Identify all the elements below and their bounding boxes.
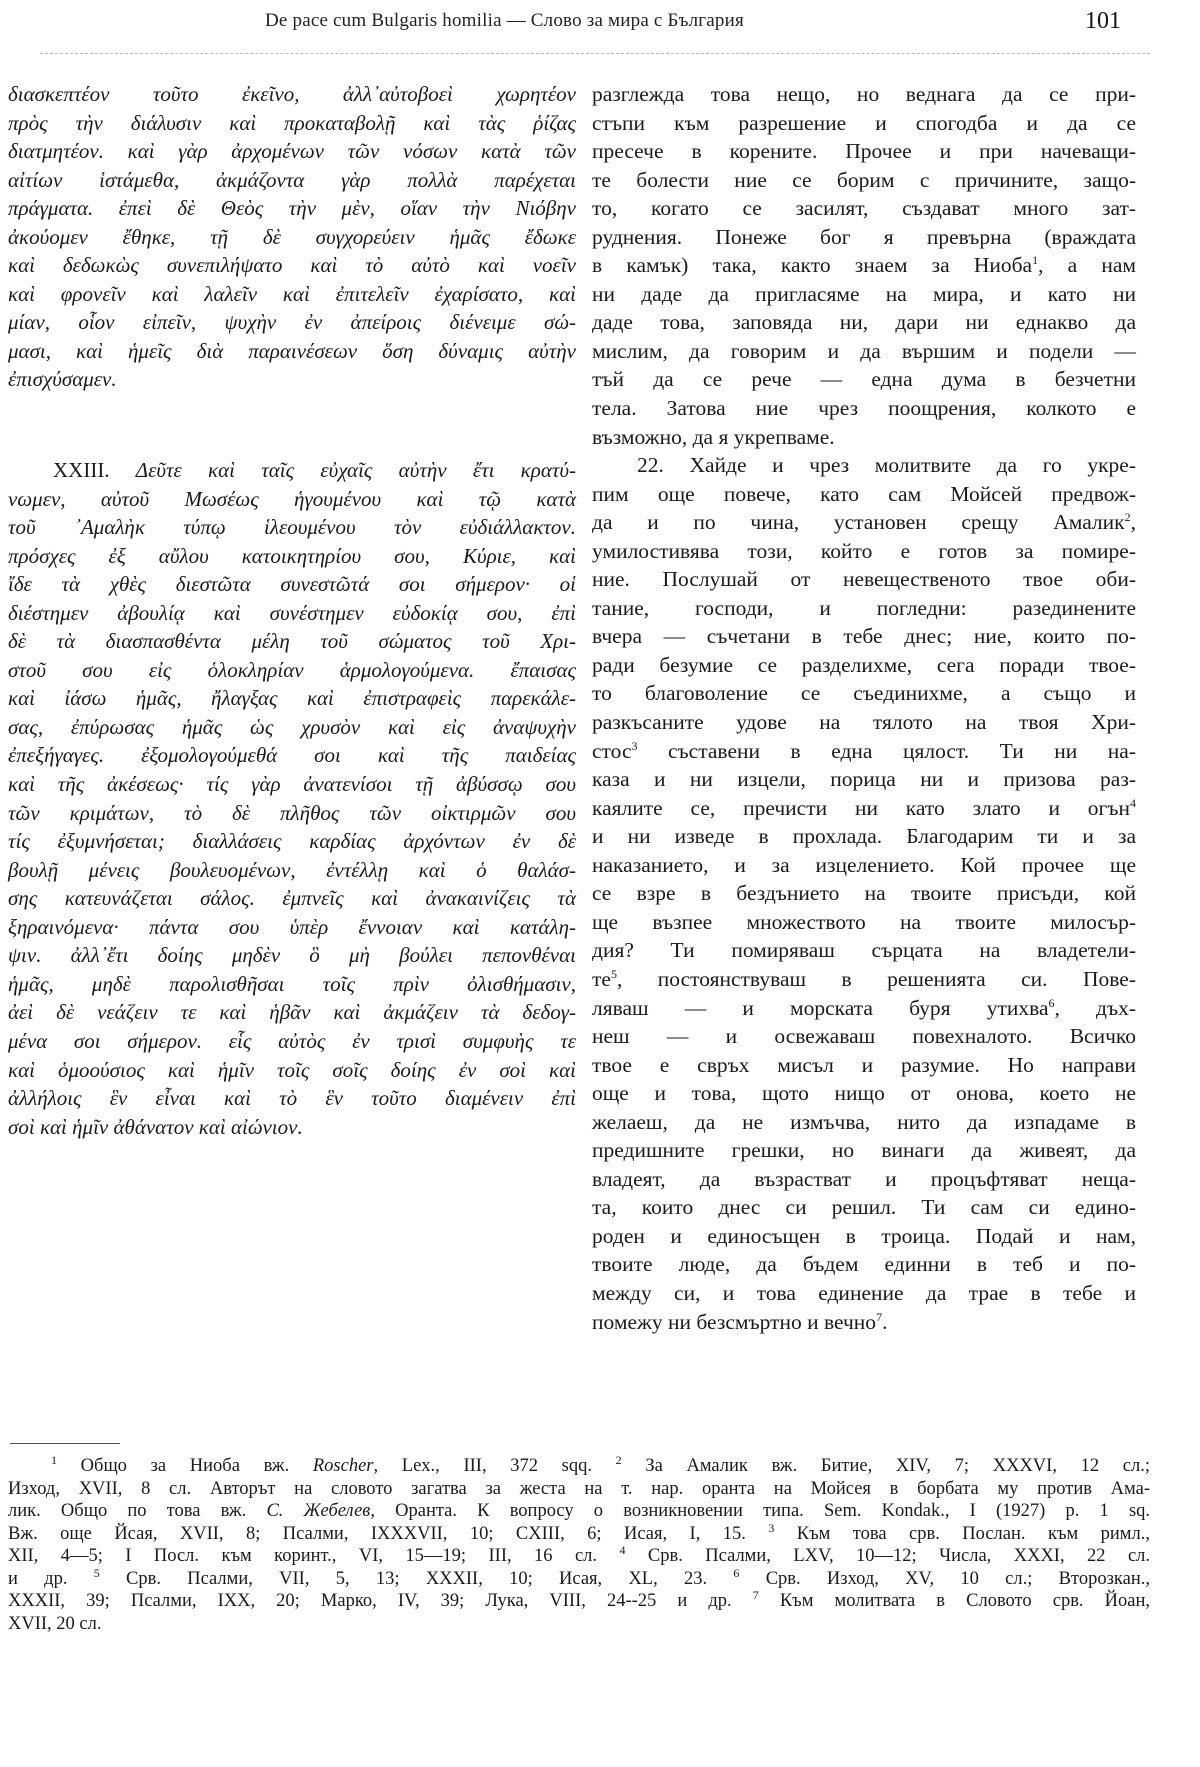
footnote-line [8, 1520, 1150, 1546]
footnote-text: Изход, XVII, 8 сл. Авторът на словото загатва за жеста на т. нар. оранта на Мойсея в борбата му против Ама- [8, 1478, 1150, 1499]
greek-line: σας, ἐπύρωσας ἡμᾶς ὡς χρυσὸν καὶ εἰς ἀναψυχὴν [8, 714, 576, 739]
bulgarian-line [592, 365, 1136, 394]
line-text: тание, господи, и погледни: разединените [592, 595, 1136, 620]
line-text: умилостивява този, който е готов за помире- [592, 538, 1136, 563]
bulgarian-line [592, 480, 1136, 509]
line-text: то благоволение се съединихме, а също и [592, 681, 1136, 706]
line-text: още и това, щото нищо от онова, което не [592, 1081, 1136, 1106]
footnote-number: 1 [51, 1452, 57, 1467]
greek-line: πρόσχες ἐξ αὔλου κατοικητηρίου σου, Κύριε, καὶ [8, 543, 576, 568]
bulgarian-line [592, 908, 1136, 937]
line-text: предишните грешки, но винаги да живеят, да [592, 1138, 1136, 1163]
greek-text-column [8, 80, 576, 1141]
line-text: между си, и това единение да трае в тебе и [592, 1280, 1136, 1305]
footnote-ref: 1 [1032, 253, 1039, 268]
footnote-ref: 5 [610, 966, 617, 981]
footnote-ref: 3 [631, 738, 638, 753]
bulgarian-line [592, 851, 1136, 880]
footnote-line [8, 1565, 1150, 1591]
bulgarian-line [592, 594, 1136, 623]
bulgarian-line [592, 879, 1136, 908]
line-text: ляваш — и морската буря утихва [592, 995, 1049, 1020]
footnote-text: XII, 4—5; I Посл. към коринт., VI, 15—19; III, 16 сл. [8, 1546, 620, 1566]
greek-line: στοῦ σου εἰς ὁλοκληρίαν ἁρμολογούμενα. ἔπαισας [8, 657, 576, 682]
bulgarian-line [592, 737, 1136, 766]
greek-line: μασι, καὶ ἡμεῖς διὰ παραινέσεων ὅση δύναμις αὐτὴν [8, 338, 576, 363]
bulgarian-line [592, 537, 1136, 566]
greek-line: διασκεπτέον τοῦτο ἐκεῖνο, ἀλλ᾽αὐτοβοεὶ χωρητέον [8, 82, 576, 106]
section-number: XXIII. [53, 458, 110, 483]
footnote-line [8, 1452, 1150, 1478]
footnote-number: 6 [733, 1565, 740, 1580]
greek-line: καὶ ἰάσω ἡμᾶς, ἤλαγξας καὶ ἐπιστραφεὶς παρεκάλε- [8, 686, 576, 711]
bulgarian-line [592, 308, 1136, 337]
line-text: твоите люде, да бъдем единни в теб и по- [592, 1252, 1136, 1277]
greek-line: ἐπεξήγαγες. ἐξομολογούμεθά σοι καὶ τῆς παιδείας [8, 743, 576, 768]
bulgarian-line [592, 936, 1136, 965]
footnote-line [8, 1613, 1150, 1636]
bulgarian-line [592, 622, 1136, 651]
line-text: разкъсаните удове на тялото на твоя Хри- [592, 710, 1136, 735]
bulgarian-line [592, 166, 1136, 195]
line-text: възможно, да я укрепваме. [592, 424, 835, 449]
bulgarian-line [592, 194, 1136, 223]
greek-line: ἀεὶ δὲ νεάζειν τε καὶ ἡβᾶν καὶ ἀκμάζειν τὰ δεδογ- [8, 1000, 576, 1025]
footnote-line [8, 1500, 1150, 1523]
bulgarian-line [592, 223, 1136, 252]
line-text: то, когато се засилят, създават много зат- [592, 196, 1136, 221]
footnote-number: 2 [615, 1452, 622, 1467]
bulgarian-line [592, 1222, 1136, 1251]
line-text-after: . [882, 1309, 888, 1334]
footnote-text: Към това срв. Послан. към римл., [774, 1523, 1150, 1544]
bulgarian-line [592, 1193, 1136, 1222]
bulgarian-line [592, 651, 1136, 680]
footnote-number: 3 [768, 1520, 775, 1535]
footnote-number: 7 [752, 1587, 759, 1602]
line-text: помежу ни безсмъртно и вечно [592, 1309, 877, 1334]
line-text: те болести ние се борим с причините, защо- [592, 167, 1136, 192]
bulgarian-line [592, 822, 1136, 851]
footnote-ref: 2 [1124, 510, 1131, 525]
greek-line: ἐπισχύσαμεν. [8, 367, 117, 392]
line-text: каялите се, пречисти ни като злато и огън [592, 795, 1130, 820]
line-text: и ни изведе в прохлада. Благодарим ти и за [592, 824, 1136, 849]
footnote-text: Срв. Изход, XV, 10 сл.; Второзкан., [739, 1568, 1150, 1589]
bulgarian-line [592, 994, 1136, 1023]
line-text: 22. Хайде и чрез молитвите да го укре- [637, 453, 1136, 478]
greek-line: αἰτίων ἱστάμεθα, ἀκμάζοντα γὰρ πολλὰ παρέχεται [8, 167, 576, 192]
line-text: мислим, да говорим и да вършим и подели — [592, 338, 1136, 363]
line-text-after: съставени в една цялост. Ти ни на- [637, 738, 1136, 763]
line-text: тела. Затова ние чрез поощрения, колкото е [592, 396, 1136, 421]
footnote-ref: 7 [876, 1309, 883, 1324]
footnote-author: Roscher [312, 1456, 374, 1476]
greek-line: ἴδε τὰ χθὲς διεστῶτα συνεστῶτά σοι σήμερον· οἱ [8, 572, 576, 597]
footnote-ref: 6 [1048, 995, 1055, 1010]
line-text: руднения. Понеже бог я превърна (враждата [592, 224, 1136, 249]
line-text: каза и ни изцели, порица ни и призова раз- [592, 767, 1136, 792]
line-text: неш — и освежаваш повехналото. Всичко [592, 1024, 1136, 1049]
footnote-rule [10, 1443, 120, 1445]
line-text-after: , а нам [1038, 253, 1136, 278]
line-text-after: , [1130, 510, 1136, 535]
greek-line: δὲ τὰ διασπασθέντα μέλη τοῦ σώματος τοῦ Χρι- [8, 629, 576, 654]
bulgarian-line [592, 1250, 1136, 1279]
greek-line: πρὸς τὴν διάλυσιν καὶ προκαταβολῇ καὶ τὰς ῥίζας [8, 110, 576, 135]
bulgarian-line [592, 708, 1136, 737]
footnote-text: Срв. Псалми, VII, 5, 13; XXXII, 10; Исая, XL, 23. [99, 1568, 734, 1589]
line-text: да и по чина, установен срещу Амалик [592, 510, 1125, 535]
line-text: ради безумие се разделихме, сега поради твое- [592, 652, 1136, 677]
line-text: даде това, заповяда ни, дари ни еднакво да [592, 310, 1136, 335]
line-text: стос [592, 738, 632, 763]
footnote-text: Срв. Псалми, LXV, 10—12; Числа, XXXI, 22 сл. [625, 1546, 1151, 1566]
greek-line: ψιν. ἀλλ᾽ἔτι δοίης μηδὲν ὃ μὴ βούλει πεπονθέναι [8, 943, 576, 968]
footnote-line [8, 1542, 1151, 1568]
greek-section-first-line [8, 456, 576, 485]
paragraph-gap [8, 394, 576, 456]
line-text: твое е свръх мисъл и разумие. Но направи [592, 1052, 1136, 1077]
footnote-text: За Амалик вж. Битие, XIV, 7; XXXVI, 12 сл.; [621, 1456, 1150, 1476]
greek-line: μένα σοι σήμερον. εἷς αὐτὸς ἐν τρισὶ συμφυὴς τε [8, 1028, 576, 1053]
bulgarian-line [592, 1136, 1136, 1165]
bulgarian-line [592, 280, 1136, 309]
line-text: наказанието, и за изцелението. Кой прочее ще [592, 852, 1136, 877]
line-text: та, които днес си решил. Ти сам си едино- [592, 1195, 1136, 1220]
bulgarian-line [592, 1279, 1136, 1308]
line-text-after: , дъх- [1054, 995, 1137, 1020]
bulgarian-line [592, 337, 1136, 366]
running-title: De pace cum Bulgaris homilia — Слово за мира с България [265, 10, 744, 31]
greek-line: σοὶ καὶ ἡμῖν ἀθάνατον καὶ αἰώνιον. [8, 1114, 303, 1139]
line-text: пресече в корените. Прочее и при начеващи- [592, 139, 1136, 164]
bulgarian-line [592, 394, 1136, 423]
line-text: ние. Послушай от невещественото твое оби- [592, 567, 1136, 592]
greek-line: καὶ τῆς ἀκέσεως· τίς γὰρ ἀνατενίσοι τῇ ἀβύσσῳ σου [8, 772, 576, 797]
greek-line: μίαν, οἷον εἰπεῖν, ψυχὴν ἐν ἀπείροις διένειμε σώ- [8, 310, 576, 335]
line-text: разглежда това нещо, но веднага да се при- [592, 82, 1136, 106]
line-text: желаеш, да не измъчва, нито да изпадаме в [592, 1109, 1136, 1134]
bulgarian-line [592, 109, 1136, 138]
bulgarian-line [592, 965, 1136, 994]
bulgarian-lines [592, 80, 1136, 1336]
greek-line: τοῦ ᾽Αμαλὴκ τύπῳ ἱλεουμένου τὸν εὐδιάλλακτον. [8, 515, 576, 540]
line-text: дия? Ти помиряваш сърцата на владетели- [592, 938, 1136, 963]
line-text-after: , постоянствуваш в решенията си. Пове- [616, 966, 1136, 991]
bulgarian-line [592, 251, 1136, 280]
bulgarian-text-column [592, 80, 1136, 1336]
line-text: владеят, да възрастват и процъфтяват неща- [592, 1166, 1136, 1191]
footnote-text: Общо за Ниоба вж. [57, 1456, 313, 1476]
bulgarian-line [592, 1079, 1136, 1108]
greek-line: διέστημεν ἀβουλίᾳ καὶ συνέστημεν εὐδοκίᾳ σου, ἐπὶ [8, 600, 576, 625]
greek-line: καὶ ὁμοούσιος καὶ ἡμῖν τοῖς σοῖς δοίης ἐν σοὶ καὶ [8, 1057, 576, 1082]
greek-line: ξηραινόμενα· πάντα σου ὑπὲρ ἔννοιαν καὶ κατάλη- [8, 914, 576, 939]
bulgarian-line [592, 1108, 1136, 1137]
greek-line: τῶν κριμάτων, τὸ δὲ πλῆθος τῶν οἰκτιρμῶν σου [8, 800, 576, 825]
footnote-number: 4 [619, 1542, 626, 1557]
line-text: ни даде да пригласяме на мира, и като ни [592, 281, 1136, 306]
line-text: вчера — съчетани в тебе днес; ние, които по- [592, 624, 1136, 649]
line-text: ще възпее множеството на твоите милосър- [592, 909, 1136, 934]
greek-line: καὶ φρονεῖν καὶ λαλεῖν καὶ ἐπιτελεῖν ἐχαρίσατο, καὶ [8, 281, 576, 306]
bulgarian-line [592, 679, 1136, 708]
footnote-text: лик. Общо по това вж. [8, 1501, 267, 1521]
greek-line: τίς ἐξυμνήσεται; διαλλάσεις καρδίας ἀρχόντων ἐν δὲ [8, 829, 576, 854]
bulgarian-line [592, 1051, 1136, 1080]
greek-paragraph-1 [8, 80, 576, 394]
footnote-line [8, 1587, 1151, 1613]
line-text: те [592, 966, 611, 991]
footnote-text: , Оранта. К вопросу о возникновении типа. Sem. Kondak., I (1927) p. 1 sq. [370, 1501, 1151, 1521]
footnote-line [8, 1478, 1150, 1501]
section-first-line-text: Δεῦτε καὶ ταῖς εὐχαῖς αὐτὴν ἔτι κρατύ- [135, 458, 576, 483]
greek-line: πράγματα. ἐπεὶ δὲ Θεὸς τὴν μὲν, οἵαν τὴν Νιόβην [8, 196, 576, 221]
greek-line: ἡμᾶς, μηδὲ παρολισθῆσαι τοῖς πρὶν ὀλισθήμασιν, [8, 971, 576, 996]
greek-line: νωμεν, αὐτοῦ Μωσέως ἡγουμένου καὶ τῷ κατὰ [8, 486, 576, 511]
greek-line: ἀλλήλοις ἓν εἶναι καὶ τὸ ἓν τοῦτο διαμένειν ἐπὶ [8, 1086, 576, 1111]
bulgarian-line [592, 565, 1136, 594]
bulgarian-line [592, 1165, 1136, 1194]
line-text: в камък) така, както знаем за Ниоба [592, 253, 1033, 278]
greek-line: διατμητέον. καὶ γὰρ ἀρχομένων τῶν νόσων κατὰ τῶν [8, 139, 576, 164]
bulgarian-line [592, 137, 1136, 166]
greek-line: καὶ δεδωκὼς συνεπιλήψατο καὶ τὸ αὐτὸ καὶ νοεῖν [8, 253, 576, 278]
line-text: тъй да се рече — една дума в безчетни [592, 367, 1136, 392]
bulgarian-line [592, 508, 1136, 537]
footnote-text: и др. [8, 1568, 94, 1589]
line-text: пим още повече, като сам Мойсей предвож- [592, 481, 1136, 506]
footnote-text: , Lex., III, 372 sqq. [373, 1456, 616, 1476]
footnotes [8, 1452, 1151, 1635]
greek-line: βουλῇ μένεις βουλευομένων, ἐντέλλῃ καὶ ὁ θαλάσ- [8, 857, 576, 882]
footnote-author: С. Жебелев [266, 1501, 371, 1521]
line-text: роден и единосъщен в троица. Подай и нам, [592, 1223, 1136, 1248]
bulgarian-line [592, 794, 1136, 823]
bulgarian-line [592, 451, 1136, 480]
line-text: се взре в бездънието на твоите присъди, кой [592, 881, 1136, 906]
footnote-number: 5 [93, 1565, 100, 1580]
footnote-text: XXXII, 39; Псалми, IXX, 20; Марко, IV, 39; Лука, VIII, 24--25 и др. [8, 1591, 753, 1611]
greek-line: ἀκούομεν ἔθηκε, τῇ δὲ συγχορεύειν ἡμᾶς ἔδωκε [8, 224, 576, 249]
footnote-text: Към молитвата в Словото срв. Йоан, [758, 1591, 1151, 1611]
footnote-text: Вж. още Йсая, XVII, 8; Псалми, IXXXVII, 10; CXIII, 6; Исая, I, 15. [8, 1523, 769, 1544]
greek-line: σης κατευνάζεται σάλος. ἐμπνεῖς καὶ ἀνακαινίζεις τὰ [8, 886, 576, 911]
page-header [0, 10, 1200, 40]
line-text: стъпи към разрешение и спогодба и да се [592, 110, 1136, 135]
bulgarian-line [592, 1308, 1136, 1337]
bulgarian-line [592, 765, 1136, 794]
bulgarian-line [592, 423, 1136, 452]
footnote-text: XVII, 20 сл. [8, 1613, 102, 1634]
page-number: 101 [1085, 8, 1121, 34]
bulgarian-line [592, 80, 1136, 109]
greek-paragraph-2 [8, 485, 576, 1142]
footnote-ref: 4 [1130, 795, 1136, 810]
header-rule [40, 53, 1150, 55]
bulgarian-line [592, 1022, 1136, 1051]
